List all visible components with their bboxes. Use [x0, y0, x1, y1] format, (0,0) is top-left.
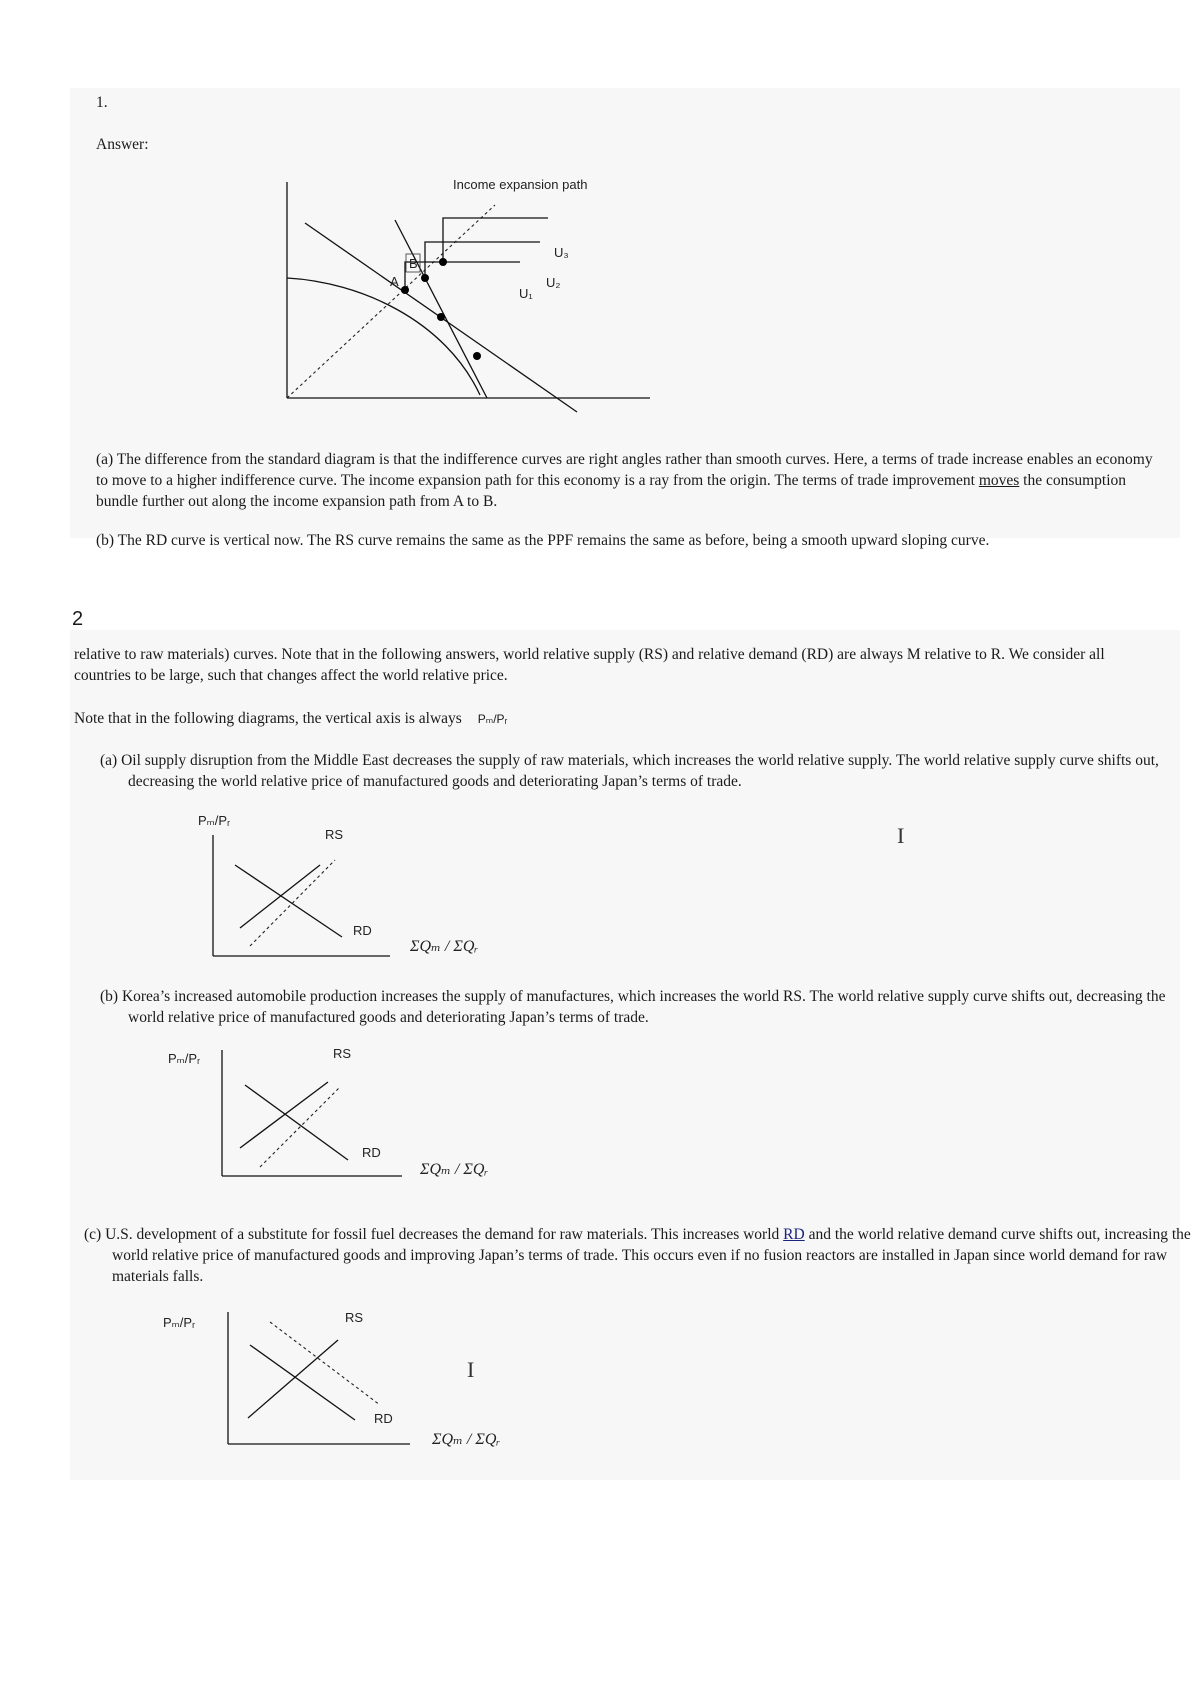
question-1-number: 1. — [96, 94, 108, 111]
svg-text:Pₘ/Pᵣ: Pₘ/Pᵣ — [163, 1315, 196, 1330]
u3-label: U₃ — [554, 245, 569, 260]
svg-text:RD: RD — [362, 1145, 381, 1160]
svg-text:ΣQₘ / ΣQᵣ: ΣQₘ / ΣQᵣ — [420, 1161, 489, 1178]
svg-text:RS: RS — [333, 1046, 352, 1061]
question-2-number: 2 — [72, 608, 84, 630]
q2-part-a-text: (a) Oil supply disruption from the Middle East decreases the supply of raw materials, which increases the world relative supply. The world relative supply curve shifts out, decreasing the world relative price of manufactured goods and deteriorating Japan’s terms of trade. — [100, 752, 1159, 790]
point-a-label: A — [390, 274, 399, 289]
u2-label: U₂ — [546, 275, 561, 290]
q2-part-c-text: (c) U.S. development of a substitute for fossil fuel decreases the demand for raw materials. This increases world RD and the world relative demand curve shifts out, increasing the world relative price of manufactured goods and improving Japan’s terms of trade. This occurs even if no fusion reactors are installed in Japan since world demand for raw materials falls. — [84, 1226, 1191, 1285]
svg-text:RD: RD — [374, 1411, 393, 1426]
q1-part-b-text: (b) The RD curve is vertical now. The RS curve remains the same as the PPF remains the same as before, being a smooth upward sloping curve. — [96, 532, 990, 549]
svg-text:Pₘ/Pᵣ: Pₘ/Pᵣ — [198, 813, 231, 828]
svg-text:Pₘ/Pᵣ: Pₘ/Pᵣ — [168, 1051, 201, 1066]
svg-text:ΣQₘ / ΣQᵣ: ΣQₘ / ΣQᵣ — [432, 1431, 501, 1448]
point-b-label: B — [409, 256, 418, 271]
q2-part-b-text: (b) Korea’s increased automobile production increases the supply of manufactures, which increases the world RS. The world relative supply curve shifts out, decreasing the world relative price of manufactured goods and deteriorating Japan’s terms of trade. — [100, 988, 1166, 1026]
svg-text:RS: RS — [345, 1310, 364, 1325]
axis-note-label: Pₘ/Pᵣ — [477, 712, 508, 726]
underlined-word: moves — [978, 472, 1020, 489]
answer-label: Answer: — [96, 136, 149, 153]
q1-part-a-text: (a) The difference from the standard diagram is that the indifference curves are right angles rather than smooth curves. Here, a terms of trade increase enables an economy to move to a higher indifference curve. The income expansion path for this economy is a ray from the origin. The terms of trade improvement moves the consumption bundle further out along the income expansion path from A to B. — [96, 451, 1153, 510]
text-cursor: I — [897, 823, 905, 848]
svg-text:RD: RD — [353, 923, 372, 938]
q2-intro-text: relative to raw materials) curves. Note that in the following answers, world relative supply (RS) and relative demand (RD) are always M relative to R. We consider all countries to be large, such that changes affect the world relative price. — [74, 646, 1105, 684]
u1-label: U₁ — [519, 286, 533, 301]
svg-text:RS: RS — [325, 827, 344, 842]
income-expansion-path-label: Income expansion path — [453, 177, 588, 192]
q2-axis-note: Note that in the following diagrams, the vertical axis is always Pₘ/Pᵣ — [74, 710, 508, 727]
underlined-rd: RD — [783, 1226, 805, 1243]
text-cursor-2: I — [467, 1357, 475, 1382]
svg-text:ΣQₘ / ΣQᵣ: ΣQₘ / ΣQᵣ — [410, 938, 479, 955]
